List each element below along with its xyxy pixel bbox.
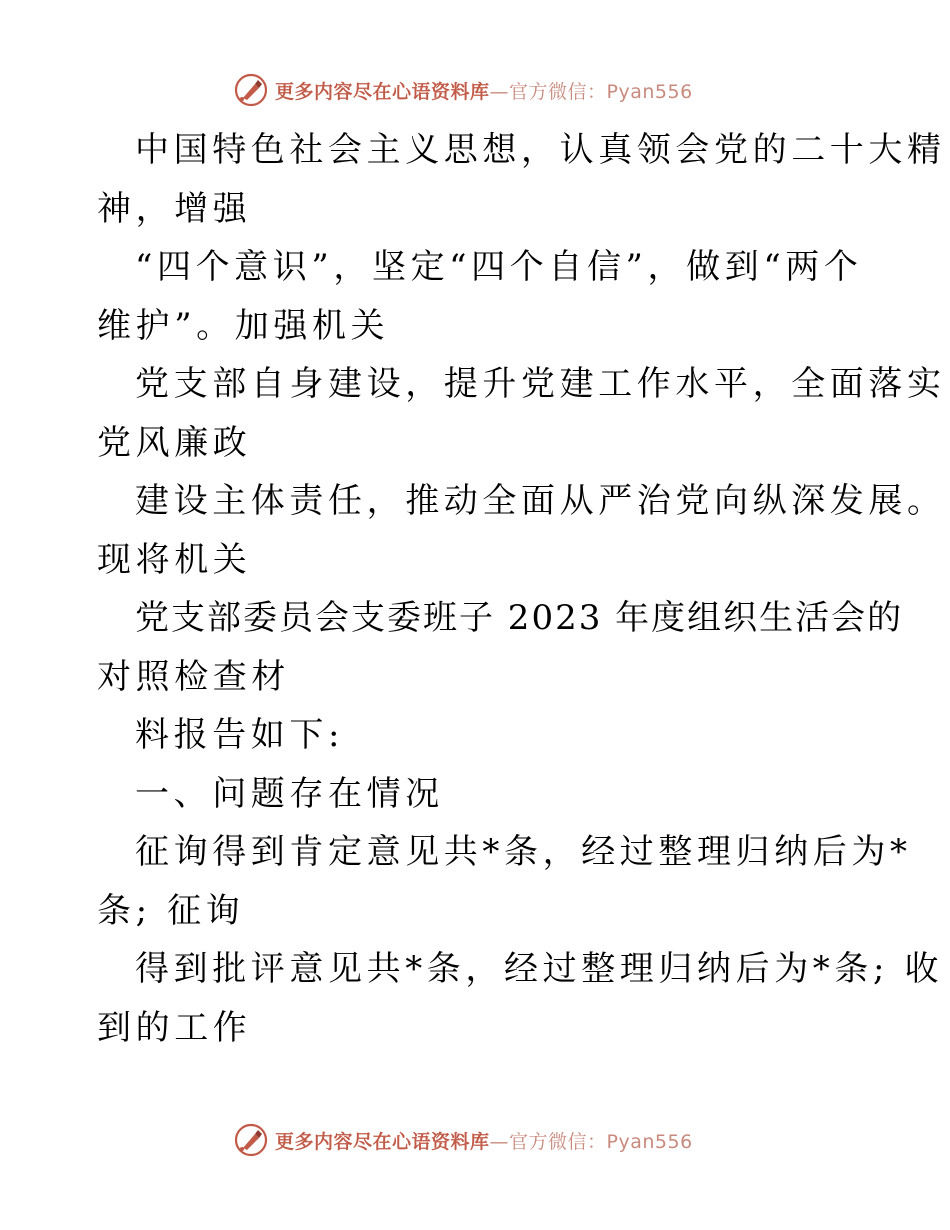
body-line: 征询得到肯定意见共*条，经过整理归纳后为* (135, 832, 912, 872)
body-line: 对照检查材 (97, 656, 290, 697)
body-line: 维护”。加强机关 (97, 305, 390, 346)
footer-watermark (233, 1120, 693, 1160)
watermark-suffix: —官方微信：Pyan556 (489, 80, 693, 103)
header-watermark (233, 70, 693, 110)
body-line: 现将机关 (97, 539, 252, 580)
watermark-prefix: 更多内容尽在心语资料库 (275, 1130, 490, 1153)
body-line: 得到批评意见共*条，经过整理归纳后为*条; 收 (135, 949, 944, 989)
pen-nib-logo-icon (233, 1122, 269, 1158)
watermark-text (275, 1127, 693, 1154)
body-line: 神，增强 (97, 188, 252, 229)
section-heading: 一、问题存在情况 (135, 773, 444, 814)
watermark-prefix: 更多内容尽在心语资料库 (275, 80, 490, 103)
body-line: 料报告如下: (135, 715, 345, 755)
body-line: “四个意识”，坚定“四个自信”，做到“两个 (135, 247, 863, 287)
watermark-suffix: —官方微信：Pyan556 (489, 1130, 693, 1153)
body-line: 中国特色社会主义思想，认真领会党的二十大精 (135, 130, 946, 170)
body-line: 党支部自身建设，提升党建工作水平，全面落实 (135, 364, 946, 404)
body-line: 条; 征询 (97, 890, 245, 931)
watermark-text (275, 77, 693, 104)
body-line: 党风廉政 (97, 422, 252, 463)
body-line: 党支部委员会支委班子 2023 年度组织生活会的 (135, 598, 904, 638)
document-body (97, 121, 946, 1057)
pen-nib-logo-icon (233, 72, 269, 108)
body-line: 建设主体责任，推动全面从严治党向纵深发展。 (135, 481, 946, 521)
body-line: 到的工作 (97, 1007, 252, 1048)
